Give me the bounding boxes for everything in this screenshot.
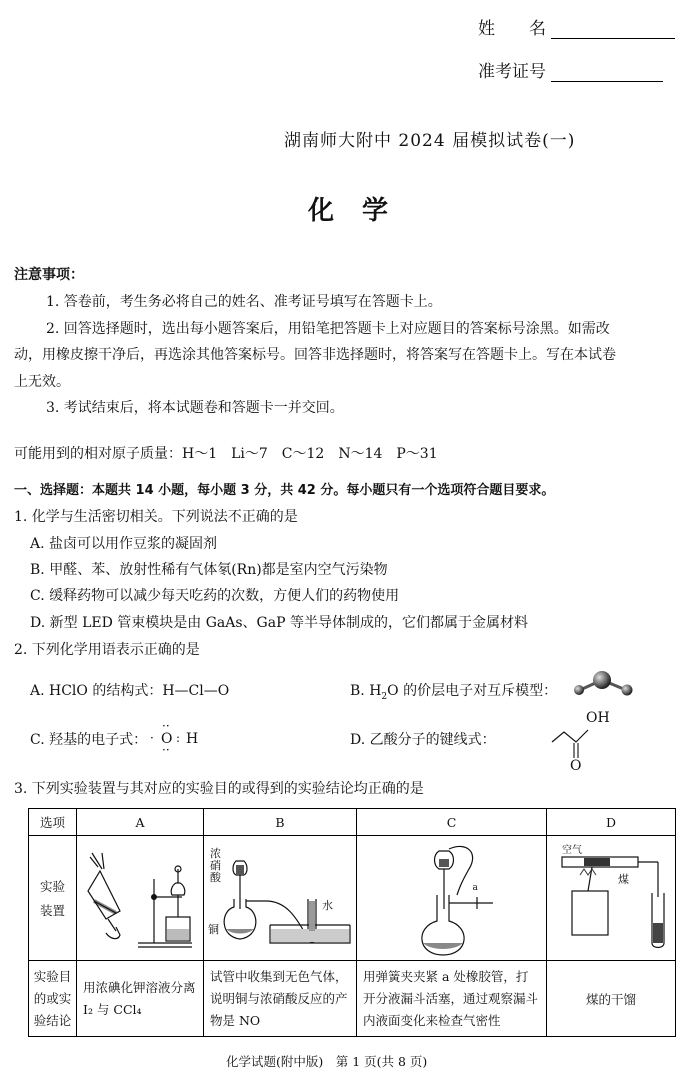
coal-distillation-icon [548,839,674,957]
q3-conclusion-a: 用浓碘化钾溶液分离 I₂ 与 CCl₄ [77,961,204,1037]
notice-item-2: 2. 回答选择题时，选出每小题答案后，用铅笔把答题卡上对应题目的答案标号涂黑。如需改 [46,321,610,337]
apparatus-b [204,836,357,961]
hydroxyl-h: H [186,731,199,747]
q2-option-b-sub: 2 [381,691,388,702]
airtightness-apparatus-icon [377,839,527,957]
label-water: 水 [322,899,333,912]
q3-col-c: C [357,809,547,836]
vsepr-model-icon [572,668,638,702]
q2-option-c-label: C. 羟基的电子式： [30,732,148,748]
hydroxyl-electron-formula: · ·· O ·· : H [150,719,199,757]
name-label: 姓 名 [478,19,546,39]
q2-option-c [30,730,147,750]
apparatus-a [77,836,204,961]
q2-option-d: D. 乙酸分子的键线式： [350,732,496,748]
q3-conclusion-b: 试管中收集到无色气体，说明铜与浓硝酸反应的产物是 NO [204,961,357,1037]
q2-option-b-rest: O 的价层电子对互斥模型： [387,683,558,699]
id-blank [551,64,663,82]
notice-item-2-cont: 动，用橡皮擦干净后，再选涂其他答案标号。回答非选择题时，将答案写在答题卡上。写在本试卷 [14,347,616,363]
q1-option-b: B. 甲醛、苯、放射性稀有气体氡(Rn)都是室内空气污染物 [30,562,388,578]
q1-option-a: A. 盐卤可以用作豆浆的凝固剂 [30,536,218,552]
apparatus-d [547,836,676,961]
q2-option-b-prefix: B. H [350,683,382,699]
label-nitric: 硝 [210,859,221,872]
q3-col-b: B [204,809,357,836]
q3-conclusion-row [29,961,676,1037]
subject-title: 化学 [308,196,417,226]
notice-item-3: 3. 考试结束后，将本试题卷和答题卡一并交回。 [46,400,344,416]
q2-option-b [350,681,557,707]
q1-stem: 1. 化学与生活密切相关。下列说法不正确的是 [14,509,298,525]
q3-col-header: 选项 [29,809,77,836]
q3-stem: 3. 下列实验装置与其对应的实验目的或得到的实验结论均正确的是 [14,781,424,797]
q1-option-d: D. 新型 LED 管束模块是由 GaAs、GaP 等半导体制成的，它们都属于金属材料 [30,615,528,631]
notice-item-2-end: 上无效。 [14,374,70,390]
label-coal: 煤 [618,873,629,886]
q3-col-a: A [77,809,204,836]
id-label: 准考证号 [478,62,546,82]
acetic-acid-skeletal [548,708,608,776]
label-a: a [472,883,478,893]
q3-conclusion-c: 用弹簧夹夹紧 a 处橡胶管，打开分液漏斗活塞，通过观察漏斗内液面变化来检查气密性 [357,961,547,1037]
label-air: 空气 [562,845,582,856]
notice-item-1: 1. 答卷前，考生务必将自己的姓名、准考证号填写在答题卡上。 [46,294,442,310]
apparatus-c [357,836,547,961]
q1-option-c: C. 缓释药物可以减少每天吃药的次数，方便人们的药物使用 [30,588,400,604]
q3-conclusion-d: 煤的干馏 [547,961,676,1037]
q3-apparatus-row [29,836,676,961]
q3-header-row [29,809,676,836]
name-blank [551,21,675,39]
label-acid: 酸 [210,871,221,884]
notice-heading: 注意事项： [14,267,84,283]
q3-row1-label: 实验 装置 [29,836,77,961]
atomic-masses: 可能用到的相对原子质量：H～1 Li～7 C～12 N～14 P～31 [14,446,438,462]
hydroxyl-o: O [161,731,173,747]
q2-stem: 2. 下列化学用语表示正确的是 [14,642,200,658]
exam-title: 湖南师大附中 2024 届模拟试卷(一) [284,131,576,151]
q3-row2-label: 实验目 的或实 验结论 [29,961,77,1037]
label-copper: 铜 [208,923,219,936]
q3-col-d: D [547,809,676,836]
section1-heading: 一、选择题：本题共 14 小题，每小题 3 分，共 42 分。每小题只有一个选项符合题目要求。 [14,483,555,498]
acetic-oh: OH [586,710,610,726]
page-footer: 化学试题(附中版) 第 1 页(共 8 页) [226,1054,428,1069]
acetic-o: O [570,758,582,774]
q2-option-a: A. HClO 的结构式：H—Cl—O [30,683,230,699]
q3-table [28,808,676,1037]
label-conc: 浓 [210,847,221,860]
name-field [478,14,675,39]
id-field [478,57,663,82]
separatory-funnel-icon [80,839,200,957]
